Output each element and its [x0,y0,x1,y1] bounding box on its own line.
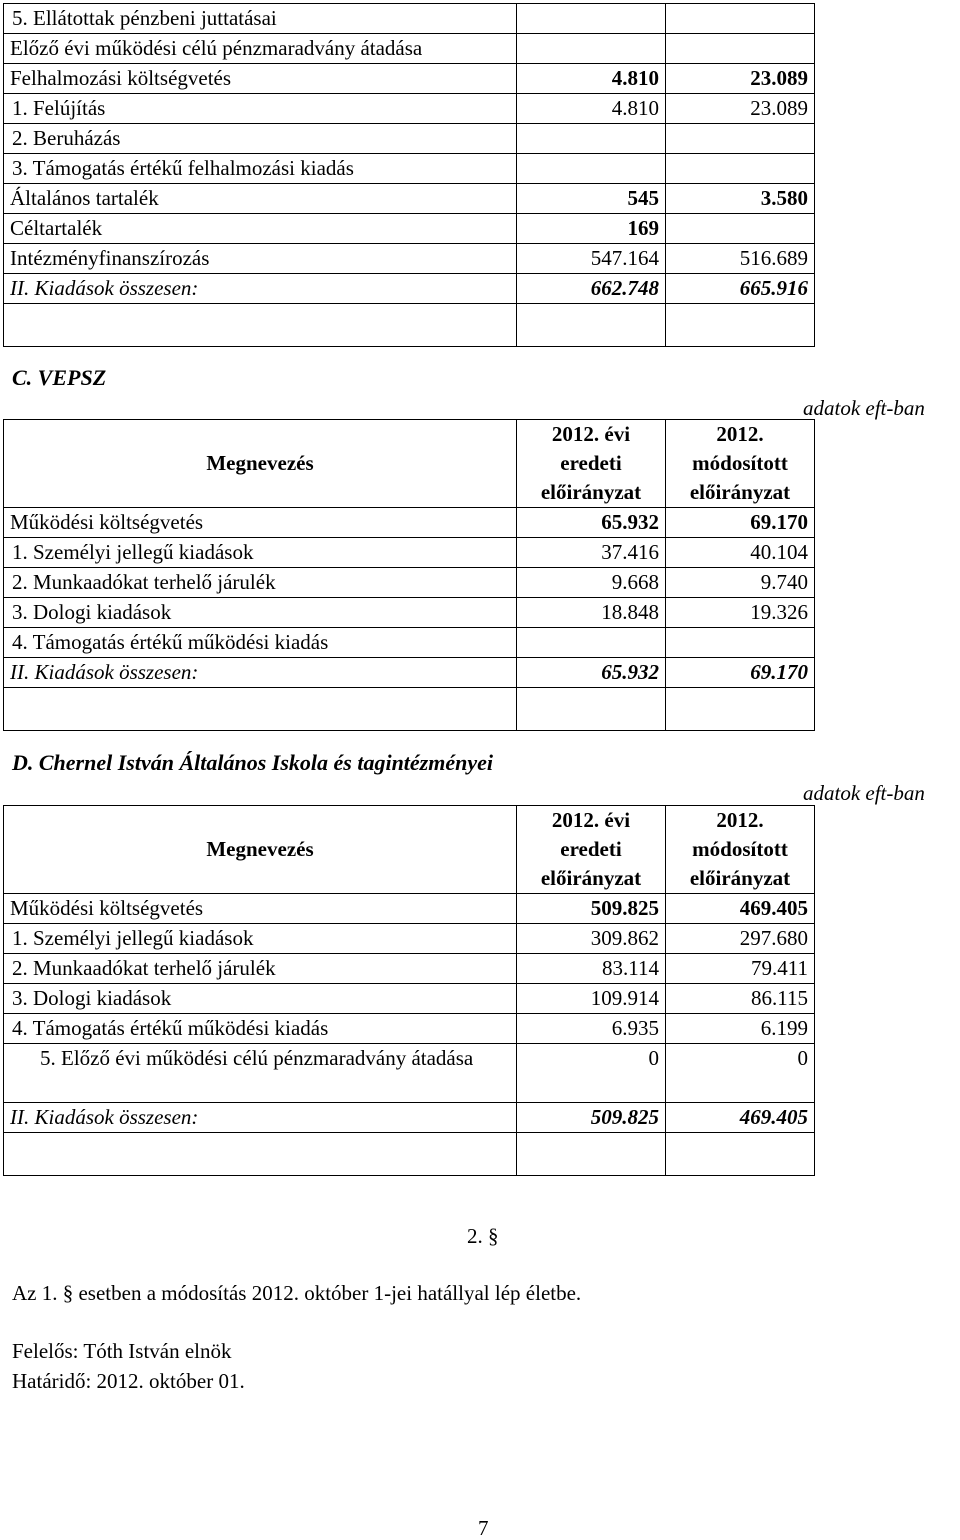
row-value-original: 37.416 [517,538,666,568]
table-row [4,1014,815,1044]
top-budget-table [3,3,815,347]
row-value-modified [666,124,815,154]
row-value-modified: 9.740 [666,568,815,598]
table-row [4,628,815,658]
table-row [4,184,815,214]
row-value-original: 109.914 [517,984,666,1014]
row-value-modified: 19.326 [666,598,815,628]
row-label [4,1044,517,1103]
table-row [4,1044,815,1103]
row-value-modified: 516.689 [666,244,815,274]
section-d-unit: adatok eft-ban [803,781,925,805]
row-value-original: 4.810 [517,94,666,124]
row-value-original [517,124,666,154]
table-row [4,4,815,34]
row-value-original: 6.935 [517,1014,666,1044]
row-value-original: 509.825 [517,894,666,924]
row-value-original [517,4,666,34]
section-c-title: C. VEPSZ [12,365,107,390]
table-row [4,94,815,124]
row-value-original: 65.932 [517,658,666,688]
row-label: Felhalmozási költségvetés [4,64,517,94]
table-row [4,508,815,538]
spacer-cell [517,1133,666,1176]
table-row [4,244,815,274]
row-value-modified: 665.916 [666,274,815,304]
row-value-original: 18.848 [517,598,666,628]
header-modified: 2012. módosított előirányzat [666,806,815,894]
row-value-modified: 69.170 [666,658,815,688]
responsible-line: Felelős: Tóth István elnök [12,1339,232,1363]
table-row [4,924,815,954]
spacer-cell [666,688,815,731]
table-row [4,1103,815,1133]
row-value-modified: 23.089 [666,64,815,94]
row-value-original: 65.932 [517,508,666,538]
row-label: 4. Támogatás értékű működési kiadás [4,628,517,658]
row-label: Céltartalék [4,214,517,244]
section-number: 2. § [467,1224,499,1248]
row-label: 3. Támogatás értékű felhalmozási kiadás [4,154,517,184]
spacer-cell [666,304,815,347]
row-value-original: 4.810 [517,64,666,94]
header-name: Megnevezés [4,806,517,894]
row-value-modified [666,34,815,64]
row-label: 3. Dologi kiadások [4,984,517,1014]
table-row [4,894,815,924]
row-value-original [517,34,666,64]
header-modified: 2012. módosított előirányzat [666,420,815,508]
row-value-modified [666,4,815,34]
header-name: Megnevezés [4,420,517,508]
page-number: 7 [478,1516,489,1540]
table-row [4,34,815,64]
row-value-original [517,628,666,658]
table-row [4,124,815,154]
body-text: Az 1. § esetben a módosítás 2012. október 1-jei hatállyal lép életbe. [12,1281,582,1305]
table-row [4,538,815,568]
section-c-table [3,419,815,731]
table-header-row [4,806,815,894]
row-label: 1. Személyi jellegű kiadások [4,924,517,954]
row-value-modified: 297.680 [666,924,815,954]
row-value-original: 545 [517,184,666,214]
row-value-original: 662.748 [517,274,666,304]
row-label: II. Kiadások összesen: [4,274,517,304]
row-value-original: 309.862 [517,924,666,954]
row-value-original: 0 [517,1044,666,1103]
table-row [4,154,815,184]
spacer-cell [4,304,517,347]
section-c-unit: adatok eft-ban [803,396,925,420]
row-value-original: 509.825 [517,1103,666,1133]
row-value-modified: 79.411 [666,954,815,984]
row-value-modified: 3.580 [666,184,815,214]
row-value-modified [666,154,815,184]
table-row [4,984,815,1014]
table-row [4,954,815,984]
row-label: 5. Ellátottak pénzbeni juttatásai [4,4,517,34]
row-value-modified: 23.089 [666,94,815,124]
row-value-original: 169 [517,214,666,244]
row-value-modified: 86.115 [666,984,815,1014]
row-label: Működési költségvetés [4,894,517,924]
row-value-modified: 69.170 [666,508,815,538]
row-label: 3. Dologi kiadások [4,598,517,628]
row-label: 2. Munkaadókat terhelő járulék [4,954,517,984]
table-spacer-row [4,304,815,347]
spacer-cell [4,1133,517,1176]
row-label: 1. Személyi jellegű kiadások [4,538,517,568]
table-spacer-row [4,688,815,731]
table-row [4,568,815,598]
row-label: II. Kiadások összesen: [4,1103,517,1133]
row-value-modified: 469.405 [666,1103,815,1133]
row-value-modified: 6.199 [666,1014,815,1044]
row-label: 1. Felújítás [4,94,517,124]
row-value-original: 9.668 [517,568,666,598]
row-label: Intézményfinanszírozás [4,244,517,274]
row-label: Előző évi működési célú pénzmaradvány átadása [4,34,517,64]
row-label: II. Kiadások összesen: [4,658,517,688]
spacer-cell [517,304,666,347]
row-value-modified: 0 [666,1044,815,1103]
row-label: 4. Támogatás értékű működési kiadás [4,1014,517,1044]
row-value-original [517,154,666,184]
table-row [4,658,815,688]
row-label: Általános tartalék [4,184,517,214]
table-row [4,274,815,304]
table-row [4,64,815,94]
row-value-modified: 40.104 [666,538,815,568]
header-original: 2012. évi eredeti előirányzat [517,420,666,508]
table-row [4,598,815,628]
row-label: 2. Beruházás [4,124,517,154]
row-value-modified: 469.405 [666,894,815,924]
row-label: Működési költségvetés [4,508,517,538]
header-original: 2012. évi eredeti előirányzat [517,806,666,894]
deadline-line: Határidő: 2012. október 01. [12,1369,245,1393]
row-label-text: 5. Előző évi működési célú pénzmaradvány átadása [40,1046,474,1070]
table-header-row [4,420,815,508]
section-d-title: D. Chernel István Általános Iskola és tagintézményei [12,750,493,775]
row-value-original: 547.164 [517,244,666,274]
table-row [4,214,815,244]
table-spacer-row [4,1133,815,1176]
spacer-cell [517,688,666,731]
row-value-original: 83.114 [517,954,666,984]
row-label: 2. Munkaadókat terhelő járulék [4,568,517,598]
section-d-table [3,805,815,1176]
row-value-modified [666,214,815,244]
row-value-modified [666,628,815,658]
spacer-cell [666,1133,815,1176]
spacer-cell [4,688,517,731]
